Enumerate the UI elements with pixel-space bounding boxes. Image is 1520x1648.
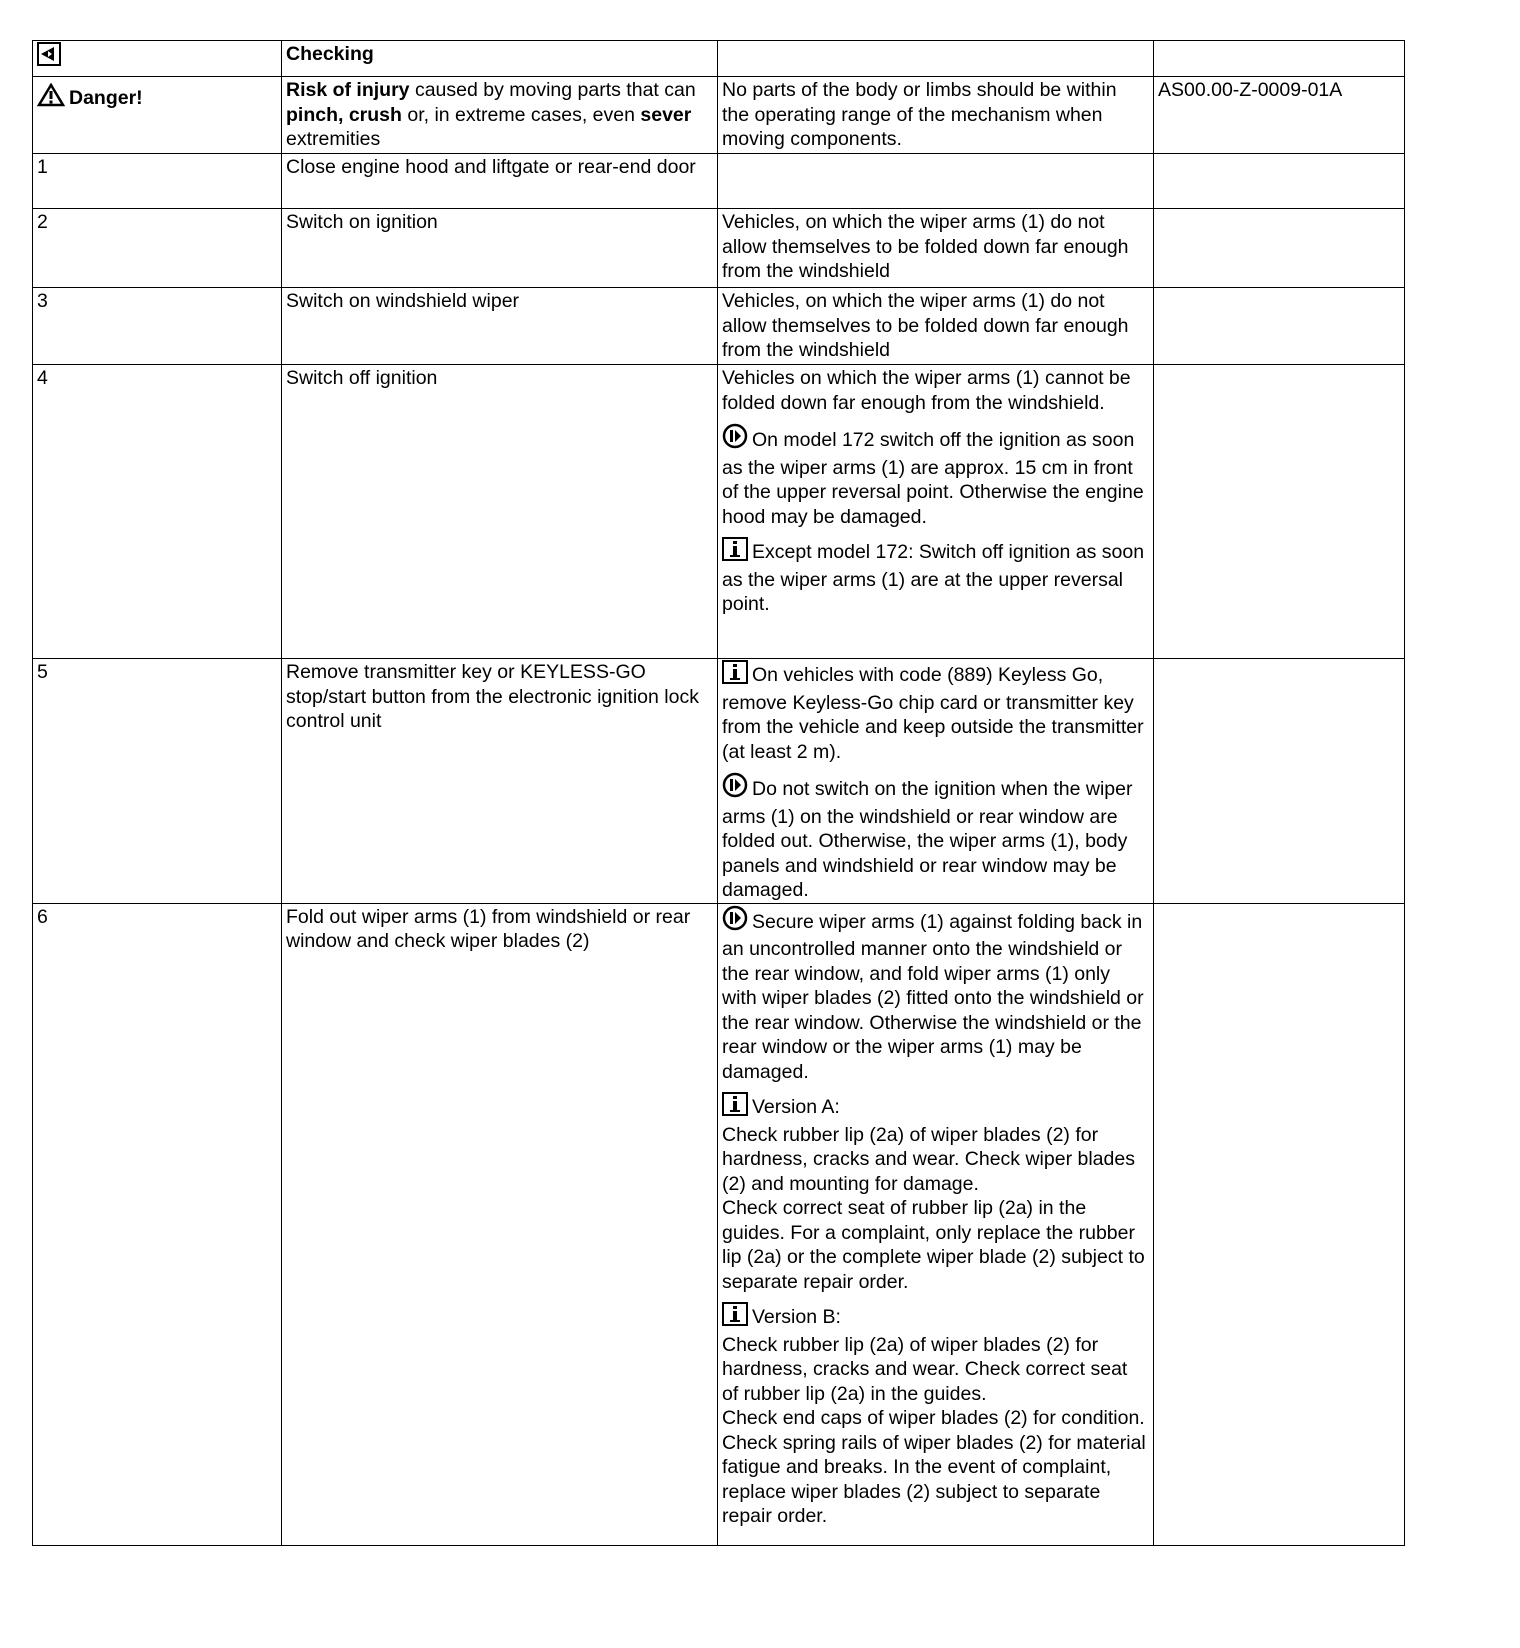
caution-icon [722,905,748,938]
step-note: Vehicles, on which the wiper arms (1) do not allow themselves to be folded down far enough from the windshield [722,211,1129,282]
step-number: 2 [33,209,282,288]
step-text: Fold out wiper arms (1) from windshield or rear window and check wiper blades (2) [282,903,718,1545]
step-number: 6 [33,903,282,1545]
caution-icon [722,772,748,805]
step-number: 5 [33,659,282,904]
step-note: On model 172 switch off the ignition as soon as the wiper arms (1) are approx. 15 cm in front of the upper reversal point. Otherwise the engine hood may be damaged. [722,423,1149,529]
step-number: 3 [33,288,282,365]
step-notes [718,209,1154,288]
procedure-table [32,40,1405,1546]
warning-triangle-icon [37,83,65,114]
step-note: Do not switch on the ignition when the wiper arms (1) on the windshield or rear window are folded out. Otherwise, the wiper arms (1), body panels and windshield or rear window may be damaged. [722,772,1149,903]
danger-measure: No parts of the body or limbs should be within the operating range of the mechanism when moving components. [718,77,1154,154]
step-row [33,288,1405,365]
step-text: Switch on windshield wiper [282,288,718,365]
step-note: Secure wiper arms (1) against folding back in an uncontrolled manner onto the windshield or the rear window, and fold wiper arms (1) only with wiper blades (2) fitted onto the windshield or the rear window. Otherwise the windshield or the rear window or the wiper arms (1) may be damaged. [722,905,1149,1085]
step-row [33,154,1405,209]
step-notes [718,154,1154,209]
step-notes [718,365,1154,659]
document-code: AS00.00-Z-0009-01A [1154,77,1405,154]
step-text: Remove transmitter key or KEYLESS-GO stop/start button from the electronic ignition lock control unit [282,659,718,904]
step-row [33,209,1405,288]
step-notes [718,288,1154,365]
step-note: Except model 172: Switch off ignition as soon as the wiper arms (1) are at the upper reversal point. [722,537,1149,617]
step-note: Version B: Check rubber lip (2a) of wiper blades (2) for hardness, cracks and wear. Check correct seat of rubber lip (2a) in the guides. Check end caps of wiper blades (2) for condition. Check spring rails of wiper blades (2) for material fatigue and breaks. In the event of complaint, replace wiper blades (2) subject to separate repair order. [722,1302,1149,1529]
step-number: 1 [33,154,282,209]
danger-row [33,77,1405,154]
step-text: Switch off ignition [282,365,718,659]
step-note: On vehicles with code (889) Keyless Go, remove Keyless-Go chip card or transmitter key from the vehicle and keep outside the transmitter (at least 2 m). [722,660,1149,764]
info-icon [722,1092,748,1123]
step-text: Switch on ignition [282,209,718,288]
info-icon [722,660,748,691]
section-title: Checking [282,41,718,77]
info-icon [722,537,748,568]
danger-label: Danger! [69,87,143,109]
step-notes [718,659,1154,904]
step-notes [718,903,1154,1545]
step-row [33,659,1405,904]
step-note: Vehicles on which the wiper arms (1) cannot be folded down far enough from the windshield. [722,367,1131,414]
step-text: Close engine hood and liftgate or rear-end door [282,154,718,209]
back-arrow-icon[interactable] [37,42,61,73]
header-row [33,41,1405,77]
caution-icon [722,423,748,456]
back-cell [33,41,282,77]
step-note: Vehicles, on which the wiper arms (1) do not allow themselves to be folded down far enough from the windshield [722,290,1129,361]
info-icon [722,1302,748,1333]
step-row [33,365,1405,659]
step-number: 4 [33,365,282,659]
danger-risk: Risk of injury caused by moving parts that can pinch, crush or, in extreme cases, even sever extremities [282,77,718,154]
step-row [33,903,1405,1545]
step-note: Version A: Check rubber lip (2a) of wiper blades (2) for hardness, cracks and wear. Check wiper blades (2) and mounting for damage. Check correct seat of rubber lip (2a) in the guides. For a complaint, only replace the rubber lip (2a) or the complete wiper blade (2) subject to separate repair order. [722,1092,1149,1294]
